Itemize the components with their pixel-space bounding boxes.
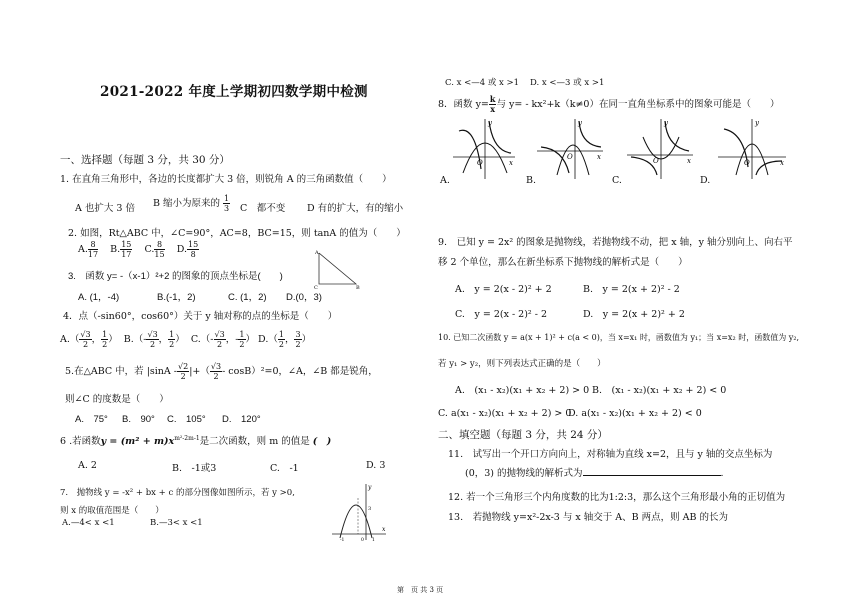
q10-line2: 若 y₁ > y₂，则下列表达式正确的是（ ） [438,359,606,369]
q5-line2: 则∠C 的度数是（ ） [65,394,169,405]
q12-stem: 12. 若一个三角形三个内角度数的比为1:2:3，那么这个三角形最小角的正切值为 [448,492,786,503]
q2-fig-label-a: A [315,250,319,256]
q8b-x-label: x [597,153,601,161]
page-title: 2021-2022 年度上学期初四数学期中检测 [100,84,368,100]
q7-fig-x-label: x [382,526,386,533]
q8a-x-label: x [509,159,513,167]
q8d-x-label: x [780,159,784,167]
q1-stem: 1. 在直角三角形中，各边的长度都扩大 3 倍，则锐角 A 的三角函数值（ ） [60,174,392,185]
q7-fig-m1: -1 [340,538,345,542]
q2-options: A. $\frac{8}{17}$ B. $\frac{15}{17}$ C. $\frac{8}{15}$ D. $\frac{15}{8}$ [78,240,199,259]
q10-option-c: C. a(x₁ - x₂)(x₁ + x₂ + 2) > 0 [438,408,572,419]
q8-option-c: C. [612,175,622,186]
q10-option-a: A. (x₁ - x₂)(x₁ + x₂ + 2) > 0 [455,385,590,396]
q5-stem: 5.在△ABC 中，若 |sinA - $\frac{√2}{2}$ |+（ $\frac{√3}{2}$ - cosB）²=0，∠A，∠B 都是锐角， [65,362,378,381]
q10-stem: 10. 已知二次函数 y = a(x + 1)² + c(a < 0)，当 x=x₁ 时，函数值为 y₁；当 x=x₂ 时，函数值为 y₂, [438,333,800,342]
q2-stem: 2. 如图，Rt△ABC 中，∠C=90°，AC=8，BC=15，则 tanA 的值为（ ） [68,228,406,239]
section-heading-choice: 一、选择题（每题 3 分，共 30 分） [60,154,230,166]
q6-option-c: C. -1 [270,463,299,474]
q5-option-c: C. 105° [167,414,206,425]
q3-option-c: C. (1，2) [228,292,267,303]
q7-option-b: B.—3< x <1 [150,518,203,528]
q7-line2: 则 x 的取值范围是（ ） [60,506,164,516]
q8-graph-d [718,117,786,179]
q3-stem: 3. 函数 y= -（x-1）²+2 的图象的顶点坐标是( ) [68,271,283,282]
page-footer: 第 页 共 3 页 [397,586,444,594]
q2-triangle-figure [312,248,362,290]
q8-graph-b [537,117,603,179]
q8-option-a: A. [440,175,450,186]
q5-option-b: B. 90° [122,414,155,425]
q6-stem: 6 .若函数$y = (m^2 + m)x^{m^2-2m-1}$是二次函数，则 m 的值是 ( ) [60,434,332,447]
q7-fig-0: 0 [361,538,364,542]
q7-stem: 7. 抛物线 y = -x² + bx + c 的部分图像如图所示，若 y >0, [60,488,295,498]
q3-option-d: D.(0，3) [286,292,322,303]
q8-graph-c [627,117,693,179]
q9-option-d: D. y = 2(x + 2)² + 2 [583,309,685,320]
q7-fig-1: 1 [372,538,375,542]
q3-option-a: A. (1，-4) [78,292,120,303]
q11-answer-blank[interactable] [583,475,721,476]
q8-stem: 8．函数 y= $\frac{k}{x}$ 与 y= - kx²+k（k≠0）在同一直角坐标系中的图象可能是（ ） [438,94,780,114]
q1-option-b: B 缩小为原来的 $\frac{1}{3}$ [153,194,230,213]
q7-parabola-figure [328,480,390,542]
q3-option-b: B.(-1，2) [157,292,196,303]
q9-option-c: C. y = 2(x - 2)² - 2 [455,309,548,320]
q8d-y-label: y [755,119,759,127]
q11-stem: 11. 试写出一个开口方向向上，对称轴为直线 x=2，且与 y 轴的交点坐标为 [448,449,773,460]
q8a-o-label: O [477,159,483,167]
q8b-o-label: O [567,153,573,161]
q2-fig-label-c: C [314,285,318,290]
q1-fraction: $\frac{1}{3}$ [224,194,230,213]
q11-line2: (0，3) 的抛物线的解析式为 . [465,468,724,479]
q2-fig-label-b: B [356,285,360,290]
q7-option-a: A.—4< x <1 [62,518,115,528]
q8d-o-label: O [744,159,750,167]
q4-stem: 4．点（-sin60°，cos60°）关于 y 轴对称的点的坐标是（ ） [63,311,338,322]
q8-option-d: D. [700,175,711,186]
q6-option-a: A. 2 [78,460,97,471]
q8b-y-label: y [578,119,582,127]
q9-line2: 移 2 个单位，那么在新坐标系下抛物线的解析式是（ ） [438,257,688,268]
q8c-o-label: O [653,157,659,165]
q10-option-b: B. (x₁ - x₂)(x₁ + x₂ + 2) < 0 [592,385,727,396]
q7-option-d: D. x <—3 或 x >1 [530,78,605,88]
q6-option-d: D. 3 [366,460,386,471]
section-heading-fill: 二、填空题（每题 3 分，共 24 分） [438,429,608,441]
q6-option-b: B. -1或3 [172,463,217,474]
q5-option-a: A. 75° [75,414,108,425]
q7-option-c: C. x <—4 或 x >1 [445,78,520,88]
q5-option-d: D. 120° [222,414,261,425]
q8c-y-label: y [664,119,668,127]
q9-option-b: B. y = 2(x + 2)² - 2 [583,284,680,295]
q8a-y-label: y [488,119,492,127]
q9-option-a: A. y = 2(x - 2)² + 2 [455,284,552,295]
q1-option-d: D 有的扩大，有的缩小 [307,203,404,214]
q8-graph-a [453,117,515,179]
q7-fig-3: 3 [368,506,372,512]
q8c-x-label: x [687,157,691,165]
q1-option-c: C 都不变 [240,203,286,214]
q7-fig-y-label: y [368,484,372,491]
q8-option-b: B. [526,175,537,186]
q13-stem: 13. 若抛物线 y=x²-2x-3 与 x 轴交于 A、B 两点，则 AB 的长为 [448,512,729,523]
q1-option-a: A 也扩大 3 倍 [75,203,135,214]
q10-option-d: D. a(x₁ - x₂)(x₁ + x₂ + 2) < 0 [568,408,702,419]
q4-options: A.（ $\frac{√3}{2}$ ， $\frac{1}{2}$ ） B.（- $\frac{√3}{2}$ ， $\frac{1}{2}$ ） C.（- $\frac{√3}{2}$ ，- $\frac{1}{2}$ ） D.（ $\frac{1}{2}$ ， $\frac{3}{2}$ ） [60,330,312,349]
q9-stem: 9. 已知 y = 2x² 的图象是抛物线，若抛物线不动，把 x 轴，y 轴分别向上、向右平 [438,237,793,248]
